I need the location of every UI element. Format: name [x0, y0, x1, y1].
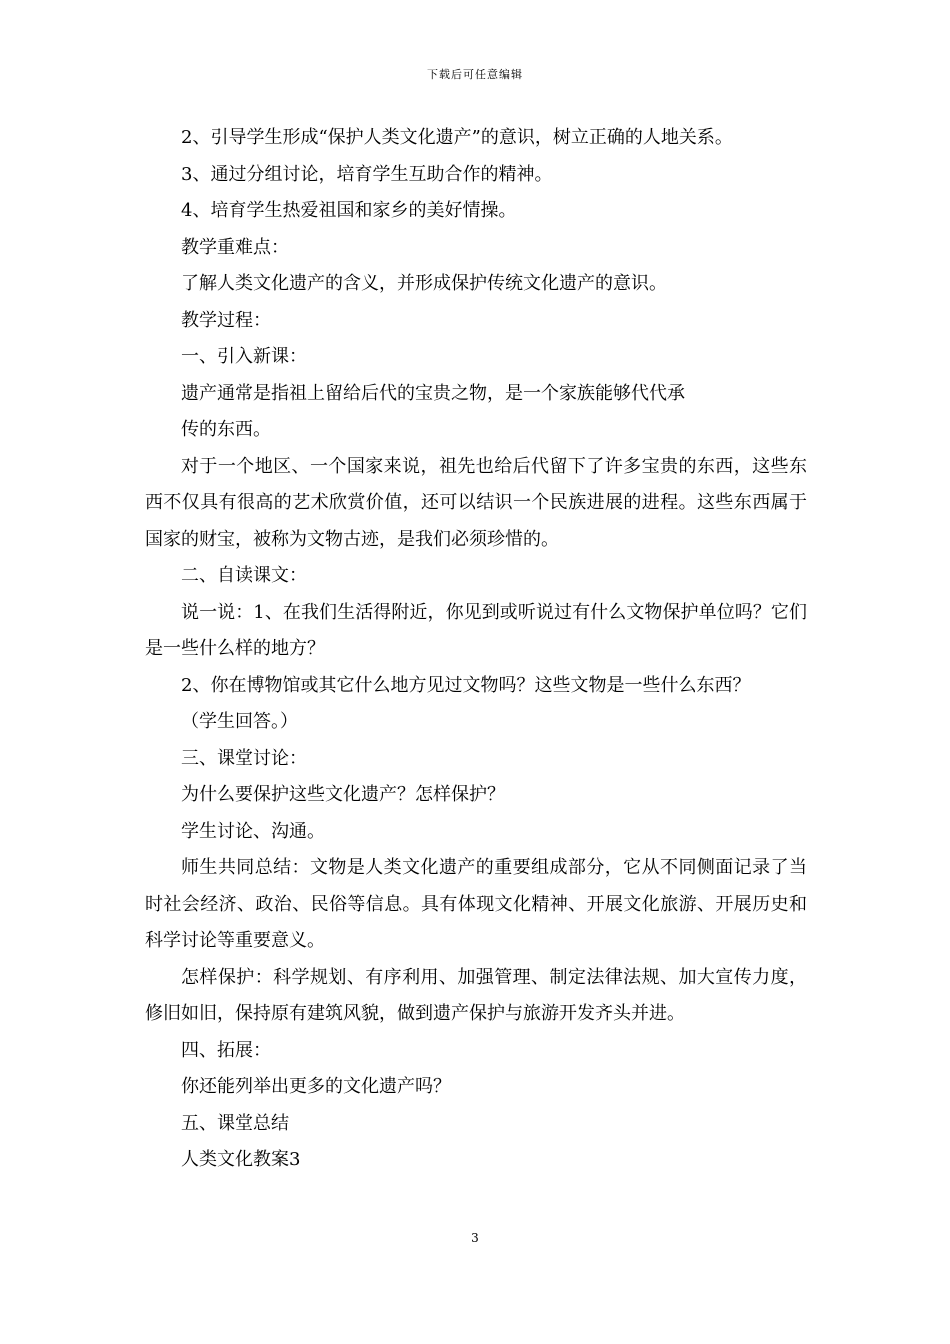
- paragraph: 说一说：1、在我们生活得附近，你见到或听说过有什么文物保护单位吗？它们是一些什么样的地方？: [145, 601, 807, 659]
- paragraph: 遗产通常是指祖上留给后代的宝贵之物，是一个家族能够代代承: [181, 382, 685, 404]
- paragraph: 2、你在博物馆或其它什么地方见过文物吗？这些文物是一些什么东西？: [181, 674, 751, 696]
- paragraph: 为什么要保护这些文化遗产？怎样保护？: [181, 784, 505, 805]
- paragraph: 你还能列举出更多的文化遗产吗？: [181, 1076, 451, 1097]
- section-heading: 教学重难点：: [181, 236, 289, 258]
- paragraph: 传的东西。: [181, 419, 271, 440]
- section-heading: 教学过程：: [181, 309, 271, 331]
- paragraph: 师生共同总结：文物是人类文化遗产的重要组成部分，它从不同侧面记录了当时社会经济、政治、民俗等信息。具有体现文化精神、开展文化旅游、开展历史和科学讨论等重要意义。: [145, 857, 807, 951]
- page-header: 下载后可任意编辑: [427, 68, 523, 81]
- paragraph: 学生讨论、沟通。: [181, 820, 325, 842]
- section-heading: 三、课堂讨论：: [181, 747, 307, 769]
- paragraph: 了解人类文化遗产的含义，并形成保护传统文化遗产的意识。: [181, 273, 667, 294]
- section-heading: 人类文化教案3: [181, 1149, 301, 1170]
- paragraph: 2、引导学生形成“保护人类文化遗产”的意识，树立正确的人地关系。: [181, 127, 733, 148]
- paragraph: 3、通过分组讨论，培育学生互助合作的精神。: [181, 163, 553, 185]
- document-body: [145, 120, 807, 1179]
- page-number: 3: [471, 1231, 479, 1245]
- section-heading: 五、课堂总结: [181, 1112, 289, 1134]
- paragraph: 对于一个地区、一个国家来说，祖先也给后代留下了许多宝贵的东西，这些东西不仅具有很高的艺术欣赏价值，还可以结识一个民族进展的进程。这些东西属于国家的财宝，被称为文物古迹，是我们必须珍惜的。: [145, 455, 807, 550]
- section-heading: 一、引入新课：: [181, 346, 307, 367]
- section-heading: 二、自读课文：: [181, 565, 307, 586]
- paragraph: （学生回答。）: [181, 711, 298, 732]
- paragraph: 4、培育学生热爱祖国和家乡的美好情操。: [181, 200, 517, 221]
- paragraph: 怎样保护：科学规划、有序利用、加强管理、制定法律法规、加大宣传力度，修旧如旧，保持原有建筑风貌，做到遗产保护与旅游开发齐头并进。: [145, 966, 807, 1024]
- section-heading: 四、拓展：: [181, 1039, 271, 1061]
